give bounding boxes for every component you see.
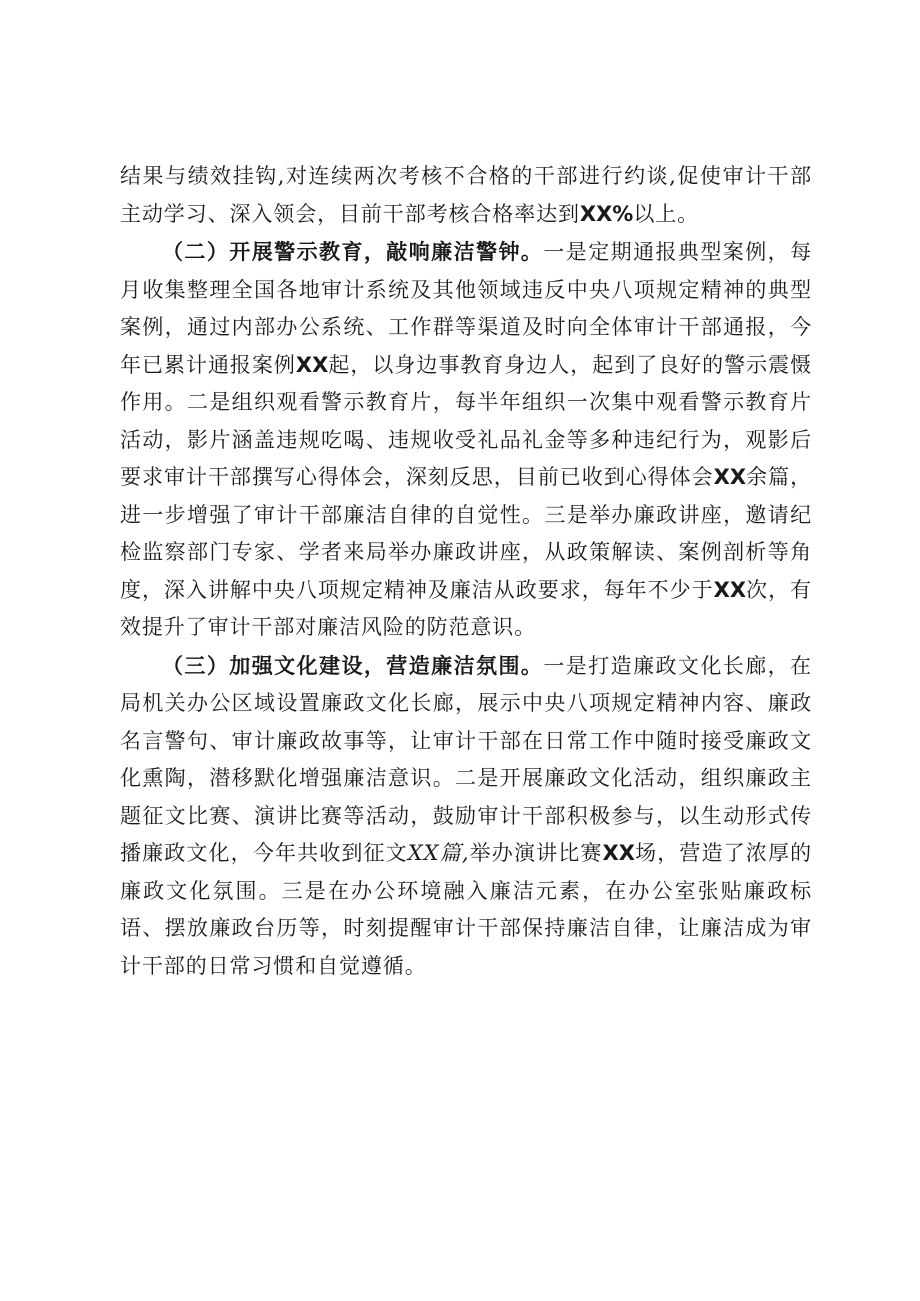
- document-body: [120, 158, 812, 985]
- paragraph-text: 起，以身边事教育身边人，起到了良好的警示震慑作用。二是组织观看警示教育片，每半年组织一次集中观看警示教育片活动，影片涵盖违规吃喝、违规收受礼品礼金等多种违纪行为，观影后要求审计干部撰写心得体会，深刻反思，目前已收到心得体会: [120, 352, 812, 489]
- placeholder-value: XX: [713, 465, 747, 489]
- section-heading: （三）加强文化建设，营造廉洁氛围。: [162, 652, 544, 678]
- paragraph-text: 余篇，进一步增强了审计干部廉洁自律的自觉性。三是举办廉政讲座，邀请纪检监察部门专家、学者来局举办廉政讲座，从政策解读、案例剖析等角度，深入讲解中央八项规定精神及廉洁从政要求，每年不少于: [120, 465, 812, 602]
- paragraph-text: 一是打造廉政文化长廊，在局机关办公区域设置廉政文化长廊，展示中央八项规定精神内容、廉政名言警句、审计廉政故事等，让审计干部在日常工作中随时接受廉政文化熏陶，潜移默化增强廉洁意识。二是开展廉政文化活动，组织廉政主题征文比赛、演讲比赛等活动，鼓励审计干部积极参与，以生动形式传播廉政文化，今年共收到征文: [120, 653, 812, 865]
- placeholder-value: XX: [713, 577, 747, 602]
- placeholder-value: XX: [295, 352, 329, 377]
- paragraph-text: 结果与绩效挂钩,对连续两次考核不合格的干部进行约谈,促使审计干部主动学习、深入领会，目前干部考核合格率达到: [120, 164, 812, 226]
- paragraph-text: 一是定期通报典型案例，每月收集整理全国各地审计系统及其他领域违反中央八项规定精神的典型案例，通过内部办公系统、工作群等渠道及时向全体审计干部通报，今年已累计通报案例: [120, 240, 812, 377]
- placeholder-value-italic: XX篇,: [407, 841, 470, 865]
- paragraph-text: 以上。: [633, 201, 700, 226]
- paragraph-section-two: [120, 233, 812, 647]
- paragraph-text: 场，营造了浓厚的廉政文化氛围。三是在办公环境融入廉洁元素，在办公室张贴廉政标语、摆放廉政台历等，时刻提醒审计干部保持廉洁自律，让廉洁成为审计干部的日常习惯和自觉遵循。: [120, 841, 812, 978]
- section-heading: （二）开展警示教育，敲响廉洁警钟。: [162, 239, 544, 264]
- placeholder-value: XX: [602, 841, 635, 865]
- paragraph-text: 次，有效提升了审计干部对廉洁风险的防范意识。: [120, 577, 812, 639]
- paragraph-section-three: [120, 647, 812, 986]
- paragraph-text: 举办演讲比赛: [469, 841, 603, 865]
- paragraph-continuation: [120, 158, 812, 233]
- placeholder-value: XX%: [579, 201, 634, 226]
